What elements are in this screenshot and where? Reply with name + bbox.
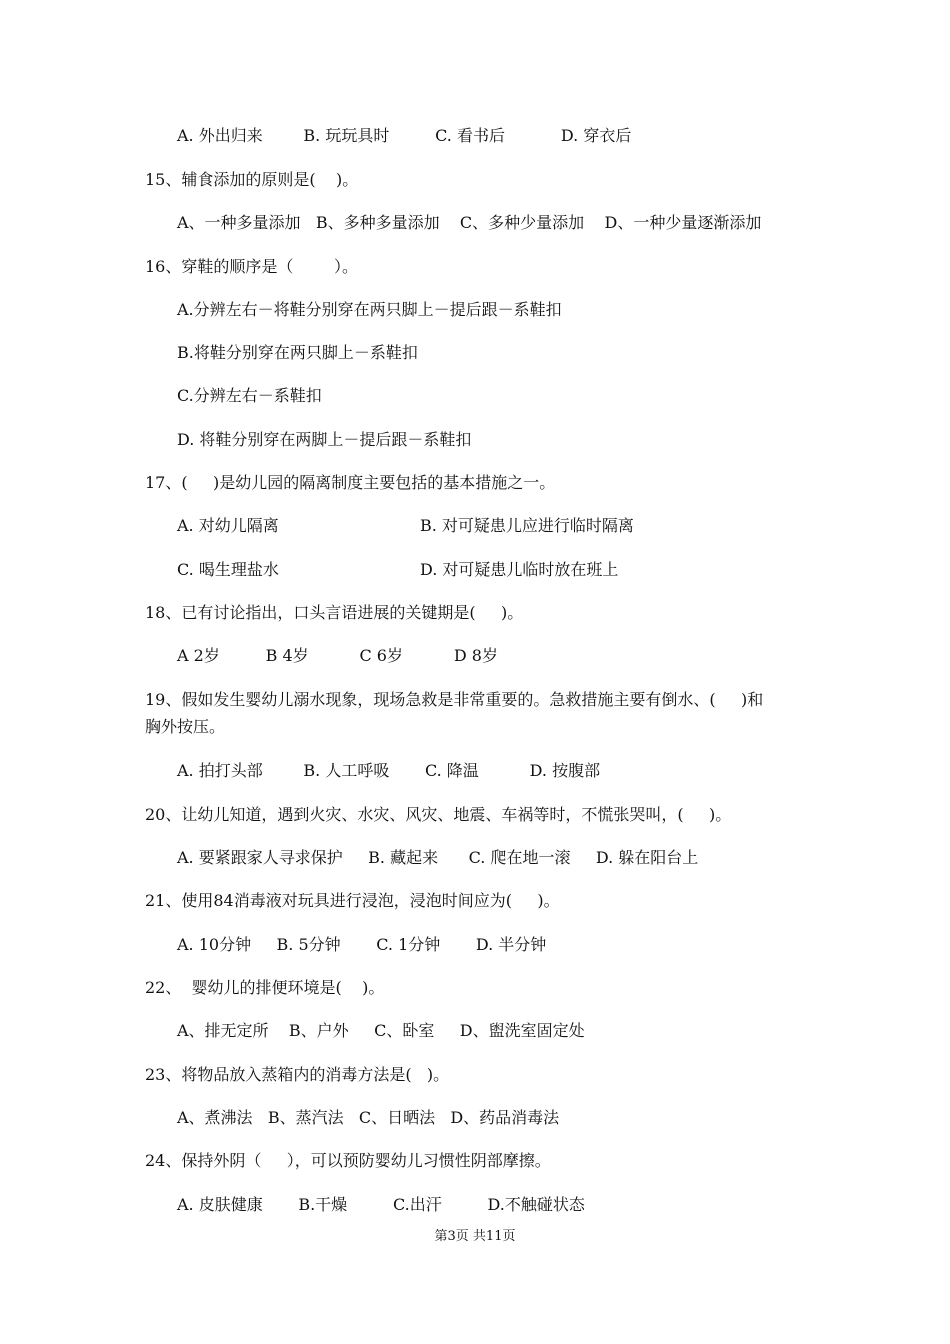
q24-question: 24、保持外阴（ ），可以预防婴幼儿习惯性阴部摩擦。: [145, 1151, 551, 1170]
q19-question-cont: 胸外按压。: [145, 717, 226, 736]
q15-options: A、一种多量添加 B、多种多量添加 C、多种少量添加 D、一种少量逐渐添加: [177, 213, 762, 232]
q22-options: A、排无定所 B、户外 C、卧室 D、盥洗室固定处: [177, 1021, 585, 1040]
q22-question: 22、 婴幼儿的排便环境是( )。: [145, 978, 385, 997]
q17-option-a: A. 对幼儿隔离: [177, 516, 279, 535]
q14-options: A. 外出归来 B. 玩玩具时 C. 看书后 D. 穿衣后: [177, 126, 632, 145]
q20-question: 20、让幼儿知道，遇到火灾、水灾、风灾、地震、车祸等时，不慌张哭叫，( )。: [145, 805, 732, 824]
q19-options: A. 拍打头部 B. 人工呼吸 C. 降温 D. 按腹部: [177, 761, 601, 780]
q20-options: A. 要紧跟家人寻求保护 B. 藏起来 C. 爬在地一滚 D. 躲在阳台上: [177, 848, 699, 867]
q17-option-b: B. 对可疑患儿应进行临时隔离: [420, 516, 634, 535]
q16-question: 16、穿鞋的顺序是（ ）。: [145, 257, 359, 276]
q21-question: 21、使用84消毒液对玩具进行浸泡，浸泡时间应为( )。: [145, 891, 560, 910]
q16-option-b: B.将鞋分别穿在两只脚上－系鞋扣: [177, 343, 418, 362]
q23-question: 23、将物品放入蒸箱内的消毒方法是( )。: [145, 1065, 450, 1084]
q21-options: A. 10分钟 B. 5分钟 C. 1分钟 D. 半分钟: [177, 935, 547, 954]
q17-option-d: D. 对可疑患儿临时放在班上: [420, 560, 619, 579]
page-footer: 第3页 共11页: [434, 1229, 516, 1244]
q15-question: 15、辅食添加的原则是( )。: [145, 170, 359, 189]
q18-question: 18、已有讨论指出，口头言语进展的关键期是( )。: [145, 603, 524, 622]
q16-option-d: D. 将鞋分别穿在两脚上－提后跟－系鞋扣: [177, 430, 472, 449]
q16-option-a: A.分辨左右－将鞋分别穿在两只脚上－提后跟－系鞋扣: [177, 300, 562, 319]
q23-options: A、煮沸法 B、蒸汽法 C、日晒法 D、药品消毒法: [177, 1108, 560, 1127]
q17-option-c: C. 喝生理盐水: [177, 560, 279, 579]
q17-question: 17、( )是幼儿园的隔离制度主要包括的基本措施之一。: [145, 473, 556, 492]
q19-question: 19、假如发生婴幼儿溺水现象，现场急救是非常重要的。急救措施主要有倒水、( )和: [145, 690, 764, 709]
q18-options: A 2岁 B 4岁 C 6岁 D 8岁: [177, 646, 498, 665]
q24-options: A. 皮肤健康 B.干燥 C.出汗 D.不触碰状态: [177, 1195, 585, 1214]
q16-option-c: C.分辨左右－系鞋扣: [177, 386, 322, 405]
